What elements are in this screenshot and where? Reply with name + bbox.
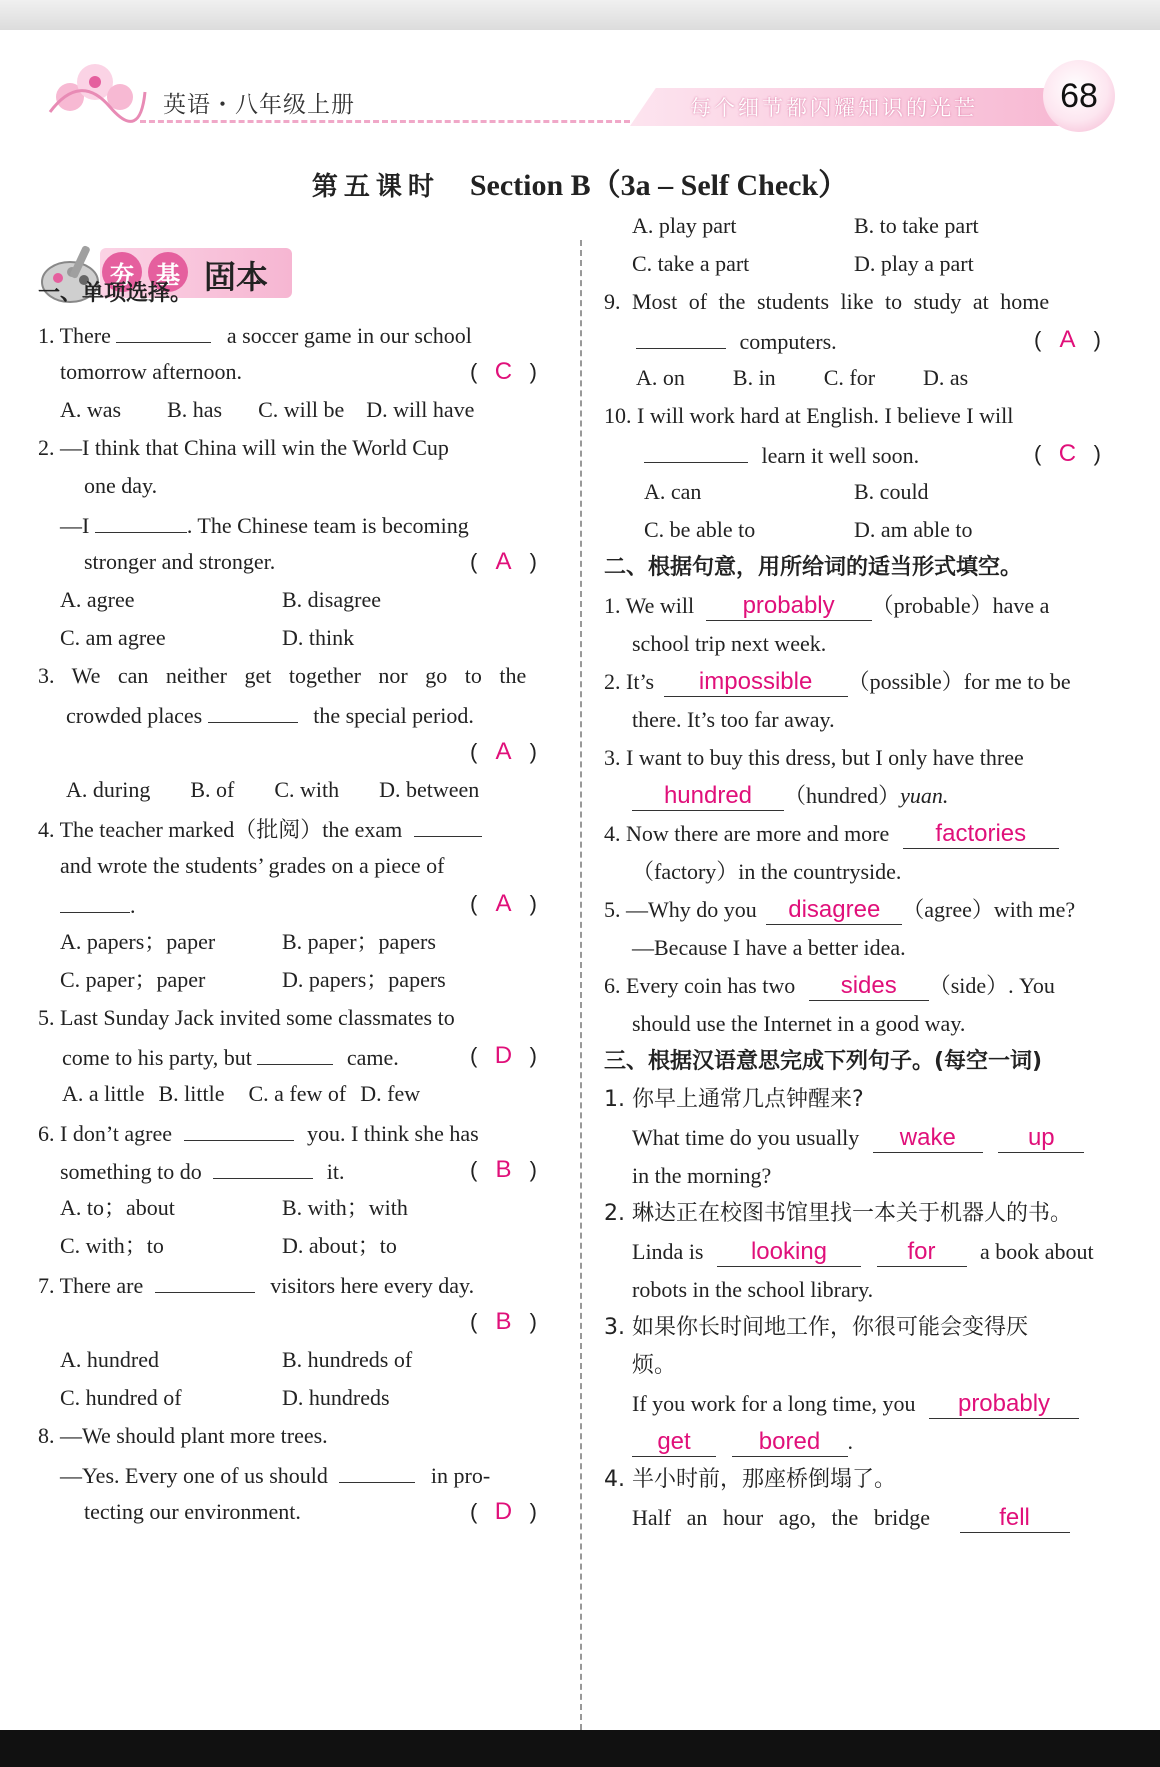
p3-q2-line1: Linda is looking for a book about (632, 1238, 1094, 1265)
badge-char-2: 基 (148, 252, 188, 292)
q10-options-row1: A. can B. could (644, 479, 929, 504)
q7-line1: 7. There are visitors here every day. (38, 1263, 474, 1307)
p3-q3-chinese-2: 烦。 (632, 1353, 677, 1378)
q5-blank (257, 1035, 333, 1065)
q3-line1: 3. We can neither get together nor go to the (38, 663, 527, 688)
p3-q2-line2: robots in the school library. (632, 1277, 874, 1302)
q3-options: A. during B. of C. with D. between (66, 777, 480, 802)
q4-line1: 4. The teacher marked（批阅）the exam (38, 807, 482, 851)
section-name: Section B（3a – Self Check） (469, 169, 849, 202)
header-divider (140, 120, 630, 123)
p3-q2-answer-1: looking (717, 1237, 861, 1267)
q1-answer: ( C ) (470, 358, 537, 385)
lesson-number: 第五课时 (311, 172, 440, 202)
p2-q4-answer: factories (903, 819, 1059, 849)
p2-q3-answer: hundred (632, 781, 784, 811)
page-number: 68 (1043, 60, 1115, 132)
q9-line2: computers. (636, 319, 837, 363)
q6-options-row1: A. to；about B. with；with (60, 1195, 408, 1220)
q4-options-row2: C. paper；paper D. papers；papers (60, 967, 446, 992)
q7-options-row2: C. hundred of D. hundreds (60, 1385, 390, 1410)
p3-q4-line1: Half an hour ago, the bridge fell (632, 1497, 1070, 1539)
q2-options-row2: C. am agree D. think (60, 625, 355, 650)
p2-q2-line1: 2. It’s impossible （possible）for me to be (604, 668, 1071, 695)
q6-answer: ( B ) (470, 1156, 537, 1183)
q4-line3: . (60, 883, 136, 927)
top-edge (0, 0, 1160, 30)
p3-q3-answer-2: get (632, 1427, 716, 1457)
q4-options-row1: A. papers；paper B. paper；papers (60, 929, 436, 954)
part1-heading: 一、单项选择。 (38, 281, 193, 306)
part3-heading: 三、根据汉语意思完成下列句子。(每空一词) (604, 1049, 1043, 1074)
q6-options-row2: C. with；to D. about；to (60, 1233, 397, 1258)
p2-q6-line1: 6. Every coin has two sides （side）. You (604, 972, 1055, 999)
q4-blank-1 (414, 807, 482, 837)
page-header (0, 30, 1160, 140)
q2-blank (95, 503, 187, 533)
q1-options: A. was B. has C. will be D. will have (60, 397, 475, 422)
q5-options: A. a little B. little C. a few of D. few (62, 1081, 421, 1106)
q8-options-row2: C. take a part D. play a part (632, 251, 974, 276)
q4-answer: ( A ) (470, 890, 537, 917)
q1-line1: 1. There a soccer game in our school (38, 313, 472, 357)
q5-answer: ( D ) (470, 1042, 537, 1069)
p2-q3-line2: hundred （hundred）yuan. (632, 775, 948, 817)
p3-q4-chinese: 4. 半小时前，那座桥倒塌了。 (604, 1467, 896, 1492)
p2-q1-line2: school trip next week. (632, 631, 827, 656)
q5-line1: 5. Last Sunday Jack invited some classmates to (38, 1005, 455, 1030)
part2-heading: 二、根据句意，用所给词的适当形式填空。 (604, 555, 1023, 580)
p2-q5-line1: 5. —Why do you disagree （agree）with me? (604, 896, 1076, 923)
p3-q3-chinese-1: 3. 如果你长时间地工作，你很可能会变得厌 (604, 1315, 1028, 1340)
p2-q4-line2: （factory）in the countryside. (632, 859, 902, 884)
p3-q1-chinese: 1. 你早上通常几点钟醒来? (604, 1087, 864, 1112)
q8-answer: ( D ) (470, 1498, 537, 1525)
q8-line2: —Yes. Every one of us should in pro- (60, 1453, 490, 1497)
badge-text: 固本 (204, 258, 269, 296)
q7-options-row1: A. hundred B. hundreds of (60, 1347, 413, 1372)
p3-q3-line2: get bored . (632, 1421, 853, 1463)
q1-line2: tomorrow afternoon. (60, 359, 243, 384)
q6-blank-2 (213, 1149, 313, 1179)
q10-answer: ( C ) (1034, 440, 1101, 467)
q2-line2: one day. (84, 473, 158, 498)
subject-label: 英语・八年级上册 (163, 92, 355, 118)
q2-line4: stronger and stronger. (84, 549, 276, 574)
p3-q4-answer: fell (960, 1503, 1070, 1533)
q7-blank (155, 1263, 255, 1293)
p2-q2-answer: impossible (664, 667, 848, 697)
p2-q4-line1: 4. Now there are more and more factories (604, 813, 1059, 855)
q7-answer: ( B ) (470, 1308, 537, 1335)
p3-q1-line2: in the morning? (632, 1163, 772, 1188)
p3-q1-answer-1: wake (873, 1123, 983, 1153)
column-divider (580, 240, 582, 1730)
q2-line1: 2. —I think that China will win the World Cup (38, 435, 449, 460)
q8-options-row1: A. play part B. to take part (632, 213, 979, 238)
q10-line1: 10. I will work hard at English. I believe I will (604, 403, 1014, 428)
q9-line1: 9. Most of the students like to study at home (604, 289, 1050, 314)
q9-answer: ( A ) (1034, 326, 1101, 353)
q9-options: A. on B. in C. for D. as (636, 365, 969, 390)
header-slogan: 每个细节都闪耀知识的光芒 (690, 96, 978, 120)
p2-q5-line2: —Because I have a better idea. (632, 935, 906, 960)
q3-answer: ( A ) (470, 738, 537, 765)
p2-q6-line2: should use the Internet in a good way. (632, 1011, 966, 1036)
q8-blank (339, 1453, 415, 1483)
section-title (0, 160, 1160, 204)
p3-q1-line1: What time do you usually wake up (632, 1117, 1084, 1159)
q1-blank (116, 313, 211, 343)
q6-blank-1 (184, 1111, 294, 1141)
q4-line2: and wrote the students’ grades on a piece of (60, 853, 445, 878)
p2-q3-line1: 3. I want to buy this dress, but I only have three (604, 745, 1024, 770)
q9-blank (636, 319, 726, 349)
q2-answer: ( A ) (470, 548, 537, 575)
badge-char-1: 夯 (102, 252, 142, 292)
q3-blank (208, 693, 298, 723)
p3-q3-answer-3: bored (732, 1427, 848, 1457)
q2-line3: —I . The Chinese team is becoming (60, 503, 469, 547)
p3-q2-chinese: 2. 琳达正在校图书馆里找一本关于机器人的书。 (604, 1201, 1072, 1226)
flower-decoration-icon (40, 52, 150, 132)
q8-line3: tecting our environment. (84, 1499, 301, 1524)
q4-blank-2 (60, 883, 130, 913)
p3-q2-answer-2: for (877, 1237, 967, 1267)
q6-line1: 6. I don’t agree you. I think she has (38, 1111, 479, 1155)
bottom-edge (0, 1730, 1160, 1767)
p3-q3-answer-1: probably (929, 1389, 1079, 1419)
q2-options-row1: A. agree B. disagree (60, 587, 381, 612)
p2-q2-line2: there. It’s too far away. (632, 707, 835, 732)
q10-blank (644, 433, 748, 463)
q6-line2: something to do it. (60, 1149, 345, 1193)
q10-line2: learn it well soon. (644, 433, 919, 477)
p2-q1-line1: 1. We will probably （probable）have a (604, 592, 1050, 619)
p2-q1-answer: probably (706, 591, 872, 621)
q5-line2: come to his party, but came. (62, 1035, 399, 1079)
p3-q1-answer-2: up (998, 1123, 1084, 1153)
p2-q5-answer: disagree (766, 895, 902, 925)
q8-line1: 8. —We should plant more trees. (38, 1423, 328, 1448)
p2-q6-answer: sides (809, 971, 929, 1001)
q3-line2: crowded places the special period. (66, 693, 474, 737)
p3-q3-line1: If you work for a long time, you probably (632, 1383, 1079, 1425)
textbook-page (0, 30, 1160, 1730)
q10-options-row2: C. be able to D. am able to (644, 517, 973, 542)
